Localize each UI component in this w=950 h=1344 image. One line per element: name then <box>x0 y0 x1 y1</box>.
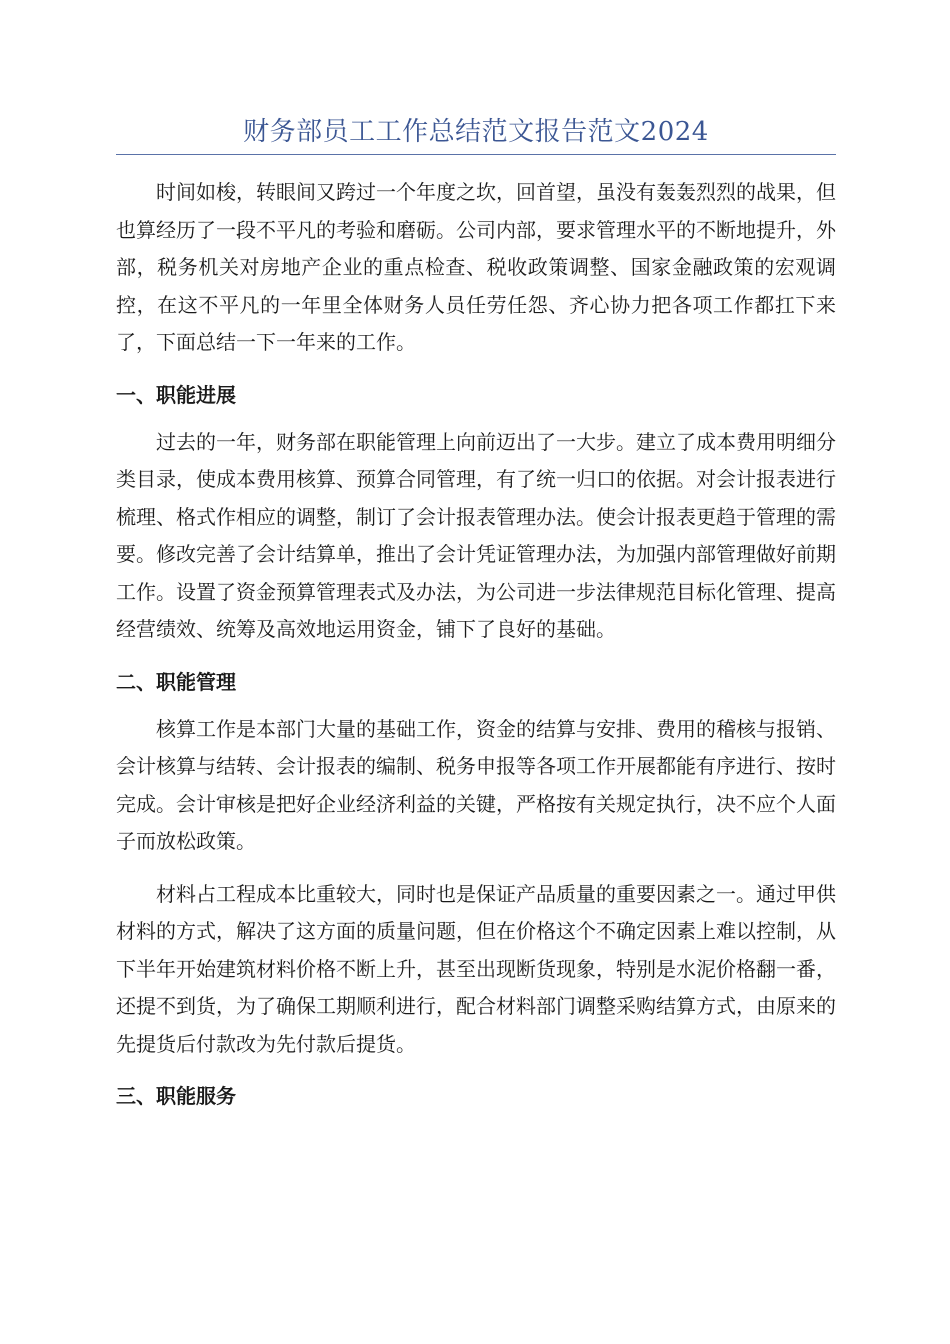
section-heading-2: 二、职能管理 <box>116 669 236 694</box>
document-title: 财务部员工工作总结范文报告范文2024 <box>243 117 709 147</box>
section-heading-1: 一、职能进展 <box>116 382 236 407</box>
section-2-paragraph-2: 材料占工程成本比重较大，同时也是保证产品质量的重要因素之一。通过甲供材料的方式，解决了这方面的质量问题，但在价格这个不确定因素上难以控制，从下半年开始建筑材料价格不断上升，甚至出现断货现象，特别是水泥价格翻一番，还提不到货，为了确保工期顺利进行，配合材料部门调整采购结算方式，由原来的先提货后付款改为先付款后提货。 <box>116 881 836 1056</box>
intro-paragraph: 时间如梭，转眼间又跨过一个年度之坎，回首望，虽没有轰轰烈烈的战果，但也算经历了一段不平凡的考验和磨砺。公司内部，要求管理水平的不断地提升，外部，税务机关对房地产企业的重点检查、税收政策调整、国家金融政策的宏观调控，在这不平凡的一年里全体财务人员任劳任怨、齐心协力把各项工作都扛下来了，下面总结一下一年来的工作。 <box>116 180 836 354</box>
document-page <box>116 112 836 1125</box>
section-heading-3: 三、职能服务 <box>116 1084 236 1108</box>
title-underline <box>116 154 836 155</box>
section-2-paragraph-1: 核算工作是本部门大量的基础工作，资金的结算与安排、费用的稽核与报销、会计核算与结转、会计报表的编制、税务申报等各项工作开展都能有序进行、按时完成。会计审核是把好企业经济利益的关键，严格按有关规定执行，决不应个人面子而放松政策。 <box>116 716 836 853</box>
section-1-paragraph-1: 过去的一年，财务部在职能管理上向前迈出了一大步。建立了成本费用明细分类目录，使成本费用核算、预算合同管理，有了统一归口的依据。对会计报表进行梳理、格式作相应的调整，制订了会计报表管理办法。使会计报表更趋于管理的需要。修改完善了会计结算单，推出了会计凭证管理办法，为加强内部管理做好前期工作。设置了资金预算管理表式及办法，为公司进一步法律规范目标化管理、提高经营绩效、统筹及高效地运用资金，铺下了良好的基础。 <box>116 429 836 641</box>
